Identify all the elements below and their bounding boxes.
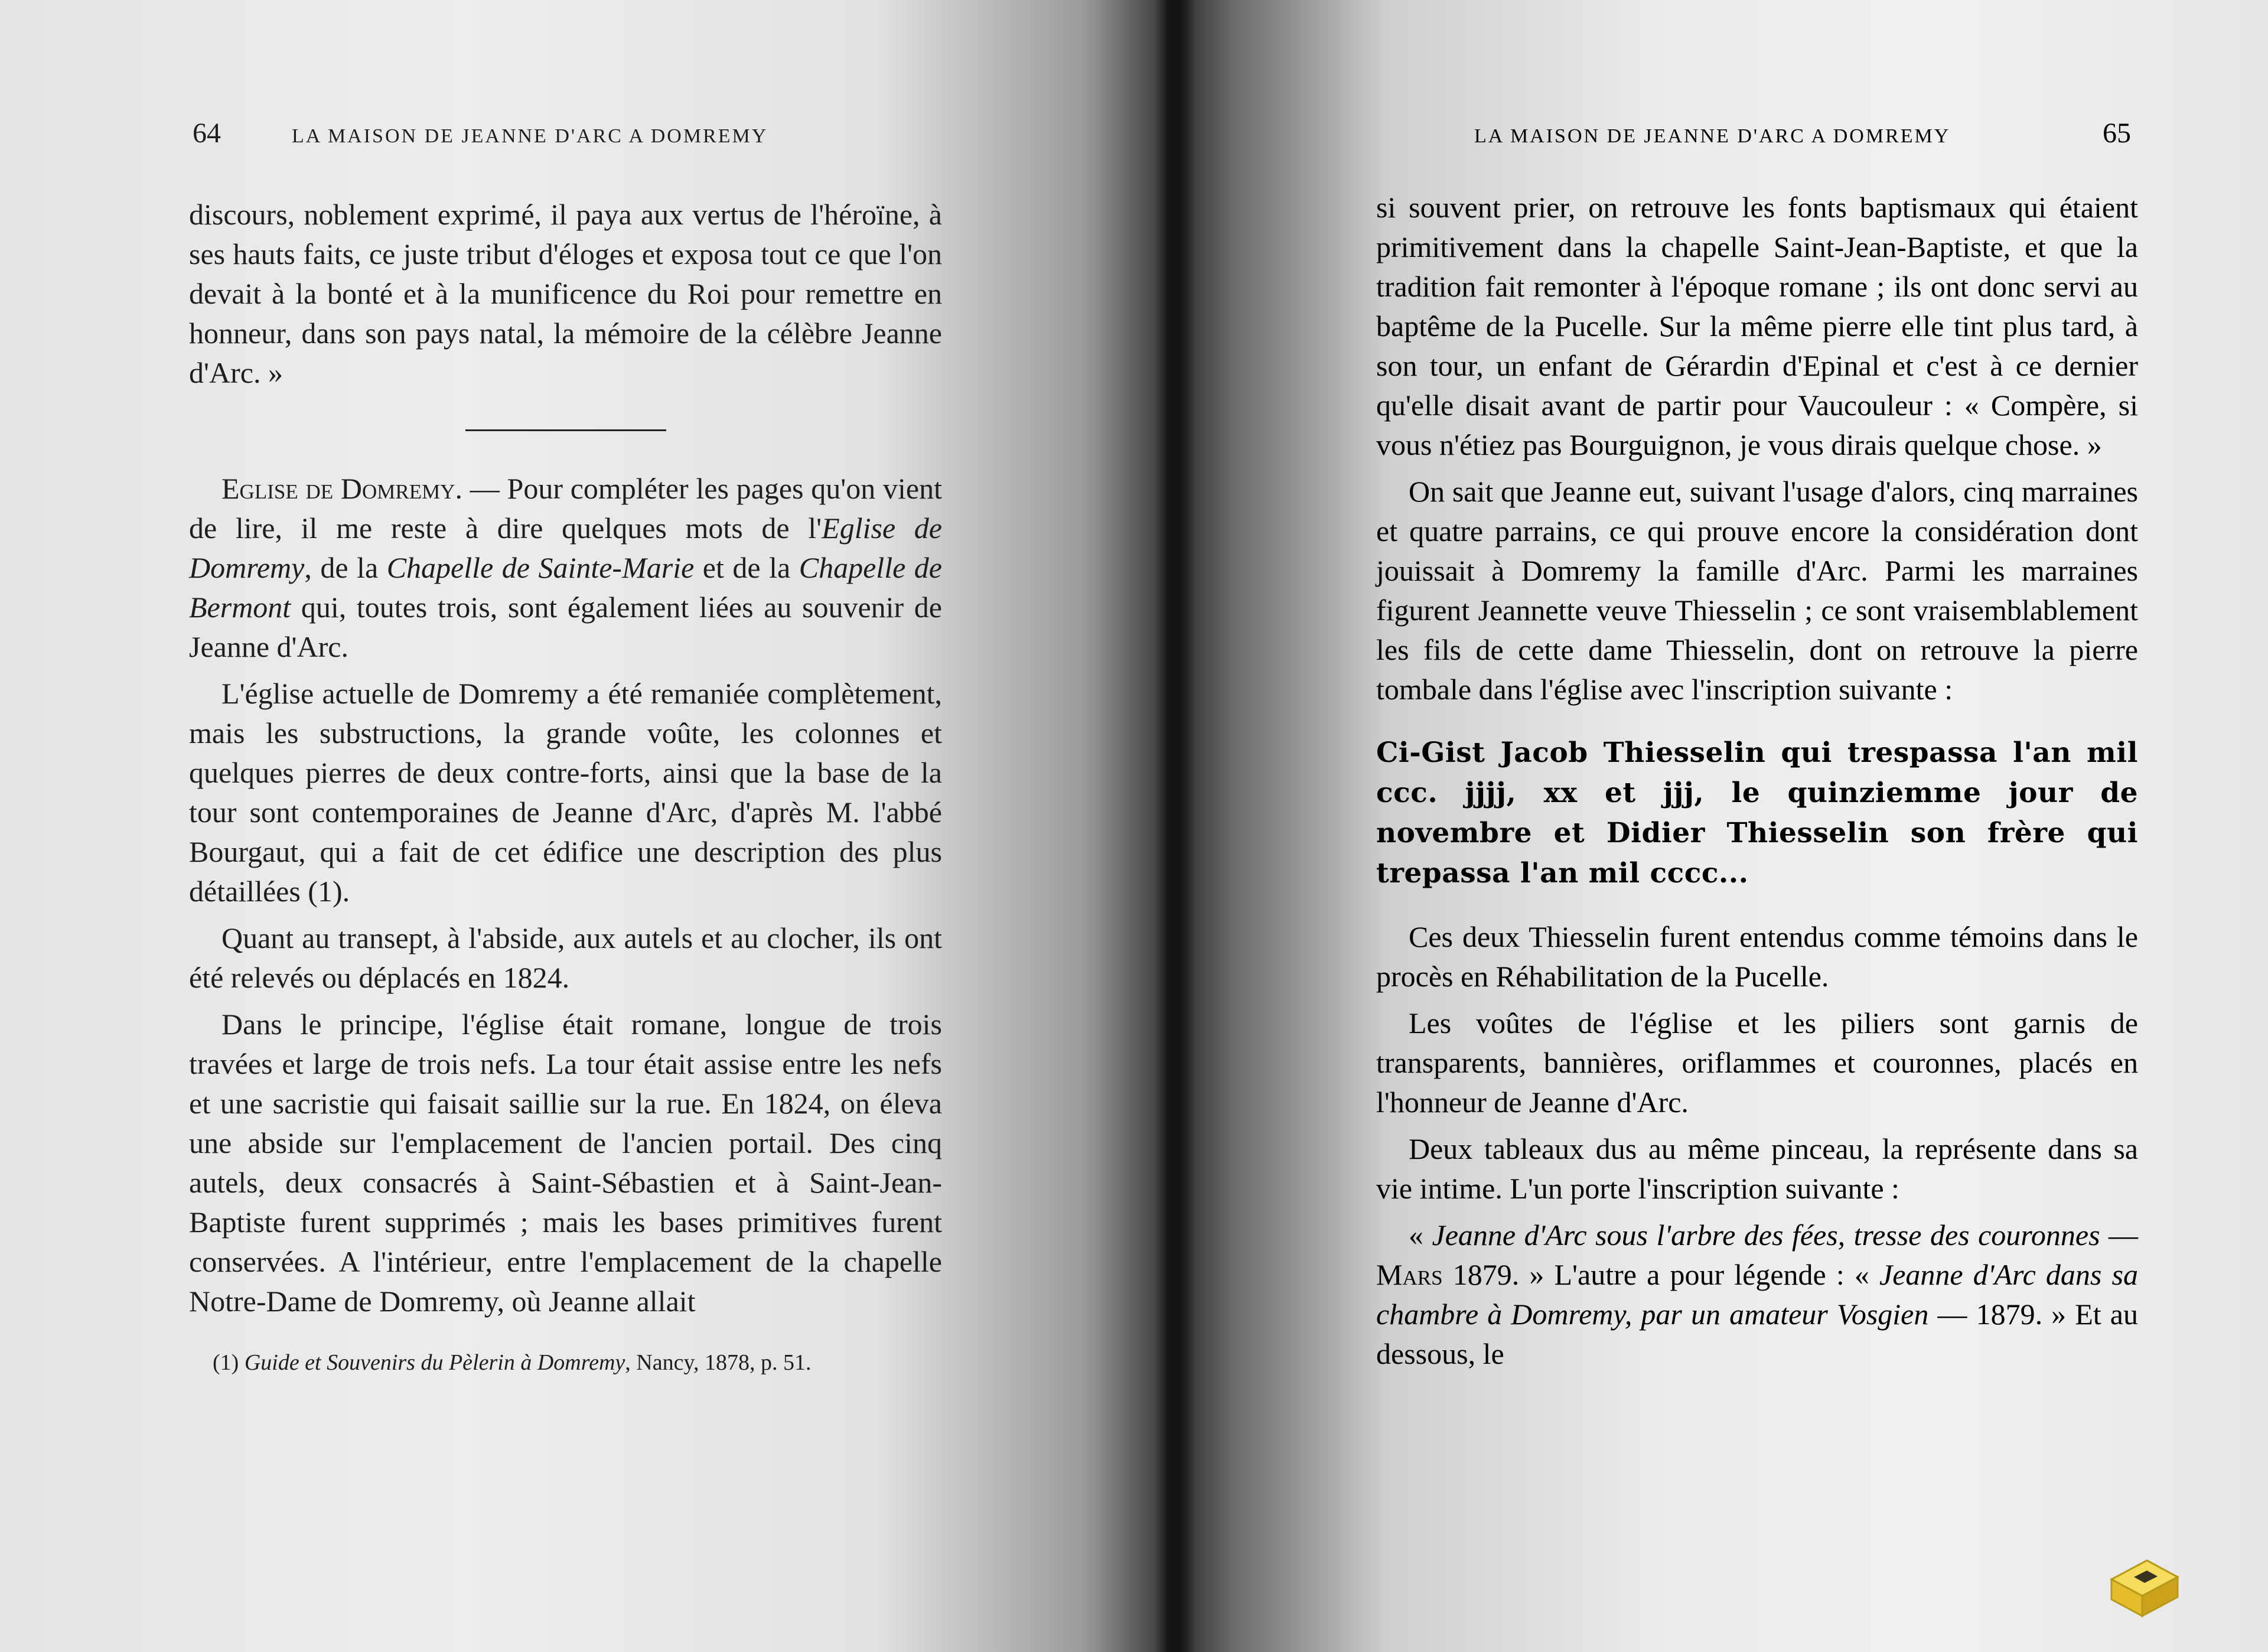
running-head-left: LA MAISON DE JEANNE D'ARC A DOMREMY [292,125,768,147]
running-head-right: LA MAISON DE JEANNE D'ARC A DOMREMY [1474,125,1951,147]
text-run: qui, toutes trois, sont également liées au souvenir de Jeanne d'Arc. [189,591,942,663]
paragraph: On sait que Jeanne eut, suivant l'usage d'alors, cinq marraines et quatre parrains, ce qui prouve encore la considération dont jouissait à Domremy la famille d'Arc. Parmi les marraines figurent Jeannette veuve Thiesselin ; ce sont vraisemblablement les fils de cette dame Thiesselin, dont on retrouve la pierre tombale dans l'église avec l'inscription suivante : [1376,475,2138,706]
section-divider [465,429,666,431]
footnote-text: , Nancy, 1878, p. 51. [625,1350,812,1375]
paragraph: Dans le principe, l'église était romane, longue de trois travées et large de trois nefs. La tour était assise entre les nefs et une sacristie qui faisait saillie sur la rue. En 1824, on éleva une abside sur l'emplacement de l'ancien portail. Des cinq autels, deux consacrés à Saint-Sébastien et à Saint-Jean-Baptiste furent supprimés ; mais les bases primitives furent conservées. A l'intérieur, entre l'emplacement de la chapelle Notre-Dame de Domremy, où Jeanne allait [189,1008,942,1318]
italic-run: Chapelle de Sainte-Marie [386,551,695,584]
left-text-block [189,195,942,1377]
paragraph: L'église actuelle de Domremy a été remaniée complètement, mais les substructions, la grande voûte, les colonnes et quelques pierres de deux contre-forts, ainsi que la base de la tour sont contemporaines de Jeanne d'Arc, d'après M. l'abbé Bourgaut, qui a fait de cet édifice une description des plus détaillées (1). [189,677,942,908]
small-caps-run: Mars [1376,1258,1443,1291]
paragraph: discours, noblement exprimé, il paya aux vertus de l'héroïne, à ses hauts faits, ce juste tribut d'éloges et exposa tout ce que l'on devait à la bonté et à la munificence du Roi pour remettre en honneur, dans son pays natal, la mémoire de la célèbre Jeanne d'Arc. » [189,198,942,389]
paragraph: Les voûtes de l'église et les piliers sont garnis de transparents, bannières, oriflammes et couronnes, placés en l'honneur de Jeanne d'Arc. [1376,1006,2138,1119]
italic-run: Jeanne d'Arc dans sa chambre à Domremy, par un amateur Vosgien [1376,1258,2138,1331]
text-run: — 1879. » Et au dessous, le [1376,1298,2138,1370]
italic-run: Eglise de Domremy [189,511,942,584]
footnote-number: (1) [213,1350,245,1375]
page-number-right: 65 [2103,118,2131,149]
paragraph: Quant au transept, à l'abside, aux autels et au clocher, ils ont été relevés ou déplacés en 1824. [189,921,942,994]
paragraph-section-intro [189,469,942,667]
text-run: , de la [304,551,387,584]
page-number-left: 64 [193,118,221,149]
footnote [189,1348,942,1377]
paragraph: Deux tableaux dus au même pinceau, la représente dans sa vie intime. L'un porte l'inscription suivante : [1376,1132,2138,1205]
yellow-box-icon [2106,1555,2182,1620]
paragraph: si souvent prier, on retrouve les fonts baptismaux qui étaient primitivement dans la chapelle Saint-Jean-Baptiste, et que la tradition fait remonter à l'époque romane ; ils ont donc servi au baptême de la Pucelle. Sur la même pierre elle tint plus tard, à son tour, un enfant de Gérardin d'Epinal et c'est à ce dernier qu'elle disait avant de partir pour Vaucouleur : « Compère, si vous n'étiez pas Bourguignon, je vous dirais quelque chose. » [1376,191,2138,461]
footnote-title: Guide et Souvenirs du Pèlerin à Domremy [244,1350,625,1375]
paragraph: Ces deux Thiesselin furent entendus comme témoins dans le procès en Réhabilitation de la Pucelle. [1376,920,2138,993]
text-run: 1879. » L'autre a pour légende : « [1442,1258,1880,1291]
text-run: et de la [694,551,799,584]
text-run: — [2100,1218,2139,1252]
italic-run: Jeanne d'Arc sous l'arbre des fées, tresse des couronnes [1432,1218,2100,1252]
text-run: — Pour compléter les pages qu'on vient de lire, il me reste à dire quelques mots de l' [189,472,943,545]
paragraph-quotes [1376,1216,2138,1374]
italic-run: Chapelle de Bermont [189,551,943,624]
gothic-inscription: Ci-Gist Jacob Thiesselin qui trespassa l'an mil ccc. jjjj, xx et jjj, le quinziemme jour de novembre et Didier Thiesselin son frère qui trepassa l'an mil cccc... [1376,737,2138,889]
section-heading: Eglise de Domremy. [221,472,462,505]
book-gutter-shadow [1155,0,1196,1652]
right-text-block [1376,188,2138,1374]
text-run: « [1409,1218,1432,1252]
